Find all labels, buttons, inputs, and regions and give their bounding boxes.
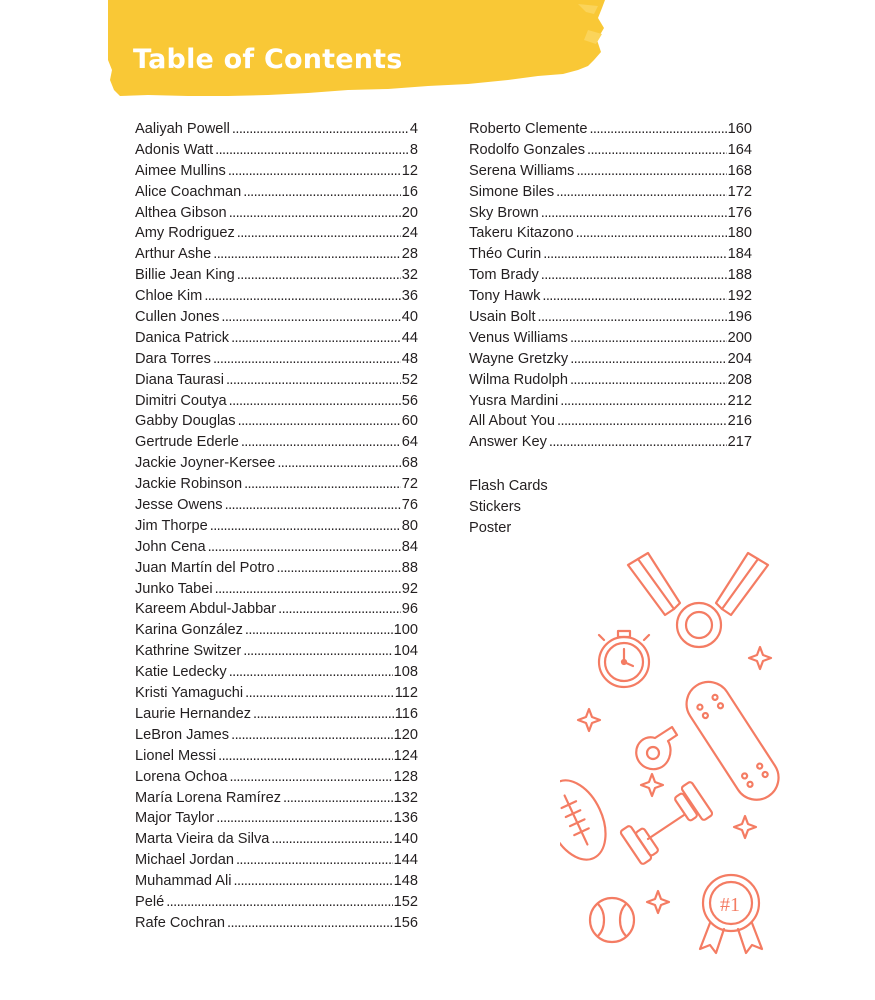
toc-entry-name: Danica Patrick <box>135 329 230 346</box>
toc-entry-name: Answer Key <box>469 434 547 451</box>
toc-entry-name: Usain Bolt <box>469 309 536 326</box>
toc-entry <box>469 286 752 307</box>
toc-entry-page: 176 <box>727 204 752 221</box>
toc-entry-name: Aimee Mullins <box>135 162 226 179</box>
toc-entry-page: 128 <box>393 768 418 785</box>
toc-entry <box>135 474 418 495</box>
dot-leader <box>213 349 401 370</box>
toc-entry-name: Diana Taurasi <box>135 371 224 388</box>
dot-leader <box>245 620 393 641</box>
toc-entry <box>135 537 418 558</box>
dot-leader <box>560 391 726 412</box>
toc-entry-name: Dimitri Coutya <box>135 392 227 409</box>
toc-entry-page: 44 <box>401 329 418 346</box>
medal-icon <box>628 553 768 647</box>
dot-leader <box>253 704 394 725</box>
toc-entry-page: 4 <box>409 121 418 137</box>
toc-entry <box>469 265 752 286</box>
toc-entry-page: 8 <box>409 141 418 158</box>
dot-leader <box>538 307 727 328</box>
toc-entry-name: Karina González <box>135 622 243 639</box>
toc-entry <box>135 391 418 412</box>
toc-entry-page: 132 <box>393 789 418 806</box>
dot-leader <box>204 286 400 307</box>
toc-entry <box>135 182 418 203</box>
toc-entry-page: 192 <box>727 288 752 305</box>
dot-leader <box>244 474 401 495</box>
dot-leader <box>231 725 393 746</box>
toc-entry-page: 92 <box>401 580 418 597</box>
toc-entry-page: 124 <box>393 747 418 764</box>
toc-entry-name: Arthur Ashe <box>135 246 212 263</box>
dot-leader <box>549 432 727 453</box>
dot-leader <box>221 307 400 328</box>
dot-leader <box>587 140 727 161</box>
toc-entry-page: 116 <box>394 705 418 722</box>
toc-entry <box>135 620 418 641</box>
toc-entry-page: 217 <box>727 434 752 451</box>
toc-entry <box>469 119 752 140</box>
toc-entry <box>135 432 418 453</box>
toc-entry-name: Kristi Yamaguchi <box>135 685 244 702</box>
toc-entry-page: 144 <box>393 852 418 869</box>
dot-leader <box>570 370 727 391</box>
toc-entry <box>135 265 418 286</box>
toc-entry <box>469 203 752 224</box>
toc-entry <box>469 349 752 370</box>
toc-entry-name: Jackie Robinson <box>135 476 243 493</box>
toc-entry-page: 212 <box>727 392 752 409</box>
toc-entry-name: Théo Curin <box>469 246 542 263</box>
dot-leader <box>232 119 409 140</box>
dot-leader <box>229 662 393 683</box>
toc-entry <box>135 370 418 391</box>
dot-leader <box>237 223 401 244</box>
dot-leader <box>241 432 401 453</box>
toc-entry <box>469 161 752 182</box>
toc-entry <box>135 829 418 850</box>
toc-entry-page: 200 <box>727 329 752 346</box>
toc-entry-name: Billie Jean King <box>135 267 235 284</box>
toc-entry <box>135 328 418 349</box>
toc-entry <box>469 411 752 432</box>
toc-entry-name: Wilma Rudolph <box>469 371 568 388</box>
toc-entry <box>135 411 418 432</box>
toc-entry-name: Simone Biles <box>469 183 555 200</box>
toc-entry <box>135 203 418 224</box>
award-label: #1 <box>720 894 740 916</box>
toc-entry-name: Tom Brady <box>469 267 539 284</box>
toc-entry <box>135 244 418 265</box>
toc-entry-name: Jesse Owens <box>135 497 223 514</box>
dot-leader <box>216 808 392 829</box>
toc-entry-name: Lionel Messi <box>135 747 217 764</box>
toc-entry-name: Tony Hawk <box>469 288 541 305</box>
toc-entry-page: 164 <box>727 141 752 158</box>
toc-entry <box>135 558 418 579</box>
toc-entry-page: 216 <box>727 413 752 430</box>
toc-entry-page: 160 <box>727 121 752 137</box>
toc-entry-page: 84 <box>401 538 418 555</box>
dot-leader <box>215 140 409 161</box>
toc-entry-page: 136 <box>393 810 418 827</box>
toc-entry <box>135 453 418 474</box>
toc-entry <box>135 704 418 725</box>
toc-entry-page: 52 <box>401 371 418 388</box>
toc-entry-name: Marta Vieira da Silva <box>135 831 270 848</box>
dot-leader <box>226 370 401 391</box>
toc-entry-name: Gabby Douglas <box>135 413 236 430</box>
dot-leader <box>166 892 392 913</box>
toc-entry <box>135 683 418 704</box>
dot-leader <box>227 913 393 934</box>
dot-leader <box>556 182 726 203</box>
toc-entry-name: Rodolfo Gonzales <box>469 141 586 158</box>
dot-leader <box>542 286 726 307</box>
toc-entry-page: 168 <box>727 162 752 179</box>
extras-list <box>469 476 548 539</box>
toc-entry <box>469 328 752 349</box>
toc-entry-name: Kareem Abdul-Jabbar <box>135 601 277 618</box>
toc-entry-name: Jackie Joyner-Kersee <box>135 455 276 472</box>
dot-leader <box>557 411 727 432</box>
toc-entry-name: Venus Williams <box>469 329 568 346</box>
toc-entry-name: Major Taylor <box>135 810 215 827</box>
toc-left-column <box>135 119 418 934</box>
toc-entry <box>469 223 752 244</box>
toc-entry-name: Muhammad Ali <box>135 873 232 890</box>
toc-entry <box>135 516 418 537</box>
toc-entry-name: John Cena <box>135 538 206 555</box>
dot-leader <box>234 871 393 892</box>
dot-leader <box>570 328 727 349</box>
toc-entry-page: 188 <box>727 267 752 284</box>
toc-entry <box>135 119 418 140</box>
toc-entry <box>135 892 418 913</box>
sparkle-icon <box>578 647 771 913</box>
toc-entry-name: Alice Coachman <box>135 183 242 200</box>
football-icon <box>560 771 617 869</box>
dot-leader <box>541 265 727 286</box>
toc-entry-page: 76 <box>401 497 418 514</box>
toc-entry <box>135 788 418 809</box>
toc-entry-name: Jim Thorpe <box>135 517 208 534</box>
toc-entry-page: 36 <box>401 288 418 305</box>
dot-leader <box>570 349 726 370</box>
toc-entry <box>469 182 752 203</box>
toc-entry-page: 208 <box>727 371 752 388</box>
dot-leader <box>229 203 401 224</box>
toc-entry-name: Serena Williams <box>469 162 575 179</box>
toc-entry-page: 64 <box>401 434 418 451</box>
toc-entry-page: 48 <box>401 350 418 367</box>
toc-entry-name: Rafe Cochran <box>135 914 226 931</box>
dot-leader <box>238 411 401 432</box>
dot-leader <box>229 391 401 412</box>
toc-entry-page: 180 <box>727 225 752 242</box>
toc-entry-name: Lorena Ochoa <box>135 768 228 785</box>
toc-entry <box>135 307 418 328</box>
toc-entry <box>135 913 418 934</box>
toc-entry-page: 72 <box>401 476 418 493</box>
toc-entry-page: 40 <box>401 309 418 326</box>
toc-entry-page: 16 <box>401 183 418 200</box>
dot-leader <box>271 829 392 850</box>
toc-entry <box>469 140 752 161</box>
toc-entry-name: Junko Tabei <box>135 580 213 597</box>
toc-entry <box>135 746 418 767</box>
dot-leader <box>277 558 401 579</box>
toc-entry-page: 204 <box>727 350 752 367</box>
toc-entry-name: Aaliyah Powell <box>135 121 230 137</box>
toc-entry-name: Wayne Gretzky <box>469 350 569 367</box>
toc-entry-name: LeBron James <box>135 726 230 743</box>
baseball-icon <box>590 898 634 942</box>
toc-entry-page: 172 <box>727 183 752 200</box>
stopwatch-icon <box>599 631 649 687</box>
toc-entry-page: 152 <box>393 893 418 910</box>
toc-entry-page: 108 <box>393 664 418 681</box>
toc-entry <box>135 161 418 182</box>
toc-entry <box>135 767 418 788</box>
toc-entry-page: 32 <box>401 267 418 284</box>
toc-entry <box>469 370 752 391</box>
dot-leader <box>213 244 401 265</box>
dot-leader <box>228 161 401 182</box>
whistle-icon <box>636 727 677 769</box>
toc-entry-name: Cullen Jones <box>135 309 220 326</box>
dot-leader <box>576 223 727 244</box>
dot-leader <box>230 767 393 788</box>
toc-entry-page: 68 <box>401 455 418 472</box>
dot-leader <box>277 453 400 474</box>
toc-entry-page: 120 <box>393 726 418 743</box>
dot-leader <box>215 579 401 600</box>
toc-entry <box>135 599 418 620</box>
toc-entry-page: 184 <box>727 246 752 263</box>
toc-entry-name: Laurie Hernandez <box>135 705 252 722</box>
dot-leader <box>576 161 726 182</box>
toc-entry-name: All About You <box>469 413 556 430</box>
extra-item: Flash Cards <box>469 478 548 494</box>
dot-leader <box>225 495 401 516</box>
toc-entry <box>135 223 418 244</box>
toc-entry-name: Adonis Watt <box>135 141 214 158</box>
dot-leader <box>243 182 401 203</box>
toc-entry-page: 20 <box>401 204 418 221</box>
toc-entry <box>135 495 418 516</box>
dot-leader <box>231 328 401 349</box>
dot-leader <box>589 119 726 140</box>
toc-entry-name: Althea Gibson <box>135 204 227 221</box>
toc-entry <box>135 662 418 683</box>
extra-item: Stickers <box>469 498 521 515</box>
dot-leader <box>543 244 726 265</box>
toc-entry-name: Katie Ledecky <box>135 664 227 681</box>
toc-entry <box>135 725 418 746</box>
toc-entry-page: 12 <box>401 162 418 179</box>
dot-leader <box>236 850 393 871</box>
dot-leader <box>237 265 401 286</box>
toc-entry-name: Amy Rodriguez <box>135 225 235 242</box>
dot-leader <box>283 788 393 809</box>
toc-entry-name: Chloe Kim <box>135 288 203 305</box>
toc-entry-name: Gertrude Ederle <box>135 434 239 451</box>
toc-entry <box>469 244 752 265</box>
toc-entry-page: 196 <box>727 309 752 326</box>
toc-entry <box>469 391 752 412</box>
toc-right-column <box>469 119 752 453</box>
toc-entry <box>135 579 418 600</box>
dot-leader <box>278 599 401 620</box>
toc-entry-page: 104 <box>393 643 418 660</box>
toc-entry-name: Kathrine Switzer <box>135 643 242 660</box>
dot-leader <box>218 746 393 767</box>
toc-entry-name: María Lorena Ramírez <box>135 789 281 806</box>
toc-entry-page: 60 <box>401 413 418 430</box>
award-ribbon-icon <box>700 875 762 953</box>
page-title: Table of Contents <box>133 44 403 75</box>
toc-entry <box>135 850 418 871</box>
toc-entry-page: 24 <box>401 225 418 242</box>
extra-item: Poster <box>469 519 512 536</box>
toc-entry <box>135 349 418 370</box>
dot-leader <box>245 683 394 704</box>
toc-entry <box>469 307 752 328</box>
toc-entry-name: Sky Brown <box>469 204 539 221</box>
toc-entry-name: Juan Martín del Potro <box>135 559 275 576</box>
dot-leader <box>541 203 727 224</box>
toc-entry <box>135 286 418 307</box>
toc-entry-page: 148 <box>393 873 418 890</box>
dot-leader <box>208 537 401 558</box>
toc-entry-page: 100 <box>393 622 418 639</box>
toc-entry-page: 140 <box>393 831 418 848</box>
sports-illustration <box>560 545 790 955</box>
toc-entry-page: 156 <box>393 914 418 931</box>
toc-entry-page: 80 <box>401 517 418 534</box>
toc-entry <box>135 140 418 161</box>
toc-entry-name: Yusra Mardini <box>469 392 559 409</box>
toc-entry-name: Takeru Kitazono <box>469 225 574 242</box>
toc-entry <box>469 432 752 453</box>
toc-entry-name: Pelé <box>135 893 165 910</box>
toc-entry-page: 56 <box>401 392 418 409</box>
dot-leader <box>210 516 401 537</box>
toc-entry-page: 88 <box>401 559 418 576</box>
dot-leader <box>243 641 392 662</box>
toc-entry-page: 28 <box>401 246 418 263</box>
toc-entry-name: Dara Torres <box>135 350 211 367</box>
toc-entry-page: 112 <box>394 685 418 702</box>
toc-entry <box>135 871 418 892</box>
toc-entry <box>135 641 418 662</box>
toc-entry-name: Michael Jordan <box>135 852 234 869</box>
toc-entry <box>135 808 418 829</box>
toc-entry-name: Roberto Clemente <box>469 121 588 137</box>
toc-entry-page: 96 <box>401 601 418 618</box>
dumbbell-icon <box>620 781 713 865</box>
